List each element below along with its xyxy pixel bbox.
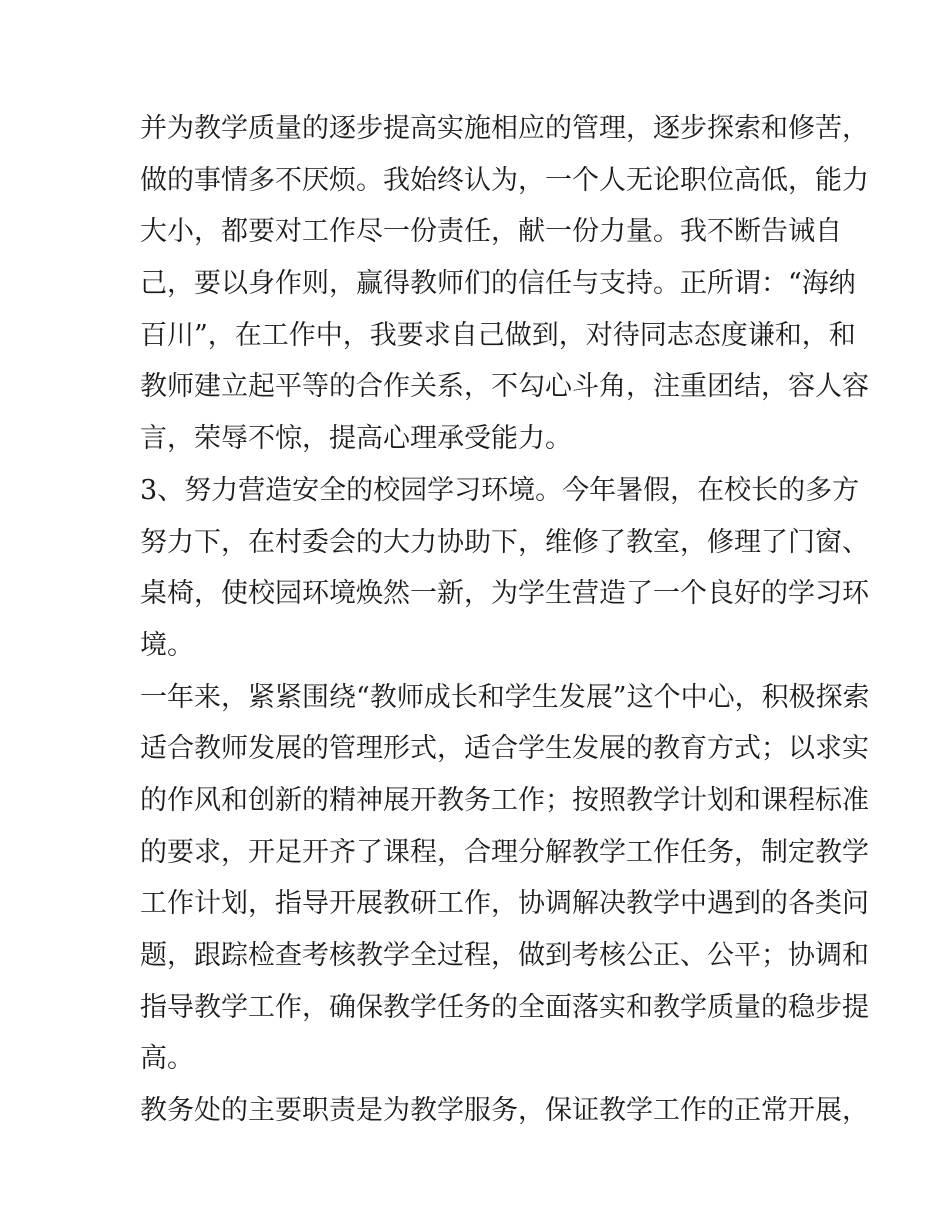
text-line: 努力下，在村委会的大力协助下，维修了教室，修理了门窗、: [140, 526, 869, 558]
text-line: 的要求，开足开齐了课程，合理分解教学工作任务，制定教学: [140, 836, 869, 868]
document-body: [140, 103, 870, 1137]
text-line: 教师建立起平等的合作关系，不勾心斗角，注重团结，容人容: [140, 371, 869, 403]
text-line: 并为教学质量的逐步提高实施相应的管理，逐步探索和修苦，: [140, 113, 869, 144]
text-line: 3、努力营造安全的校园学习环境。今年暑假，在校长的多方: [140, 474, 860, 506]
text-line: 桌椅，使校园环境焕然一新，为学生营造了一个良好的学习环: [140, 578, 869, 610]
text-line: 百川”，在工作中，我要求自己做到，对待同志态度谦和，和: [140, 319, 856, 351]
text-line: 大小，都要对工作尽一份责任，献一份力量。我不断告诫自: [140, 216, 842, 248]
text-line: 做的事情多不厌烦。我始终认为，一个人无论职位高低，能力: [140, 164, 869, 196]
text-line: 一年来，紧紧围绕“教师成长和学生发展”这个中心，积极探索: [140, 681, 870, 713]
text-line: 己，要以身作则，赢得教师们的信任与支持。正所谓：“海纳: [140, 268, 856, 300]
text-line: 适合教师发展的管理形式，适合学生发展的教育方式；以求实: [140, 733, 869, 765]
text-line: 工作计划，指导开展教研工作，协调解决教学中遇到的各类问: [140, 888, 869, 920]
text-line: 高。: [140, 1043, 194, 1075]
text-line: 境。: [140, 629, 194, 661]
text-line: 指导教学工作，确保教学任务的全面落实和教学质量的稳步提: [140, 991, 869, 1023]
text-line: 言，荣辱不惊，提高心理承受能力。: [140, 423, 572, 455]
text-line: 教务处的主要职责是为教学服务，保证教学工作的正常开展，: [140, 1095, 869, 1127]
text-line: 的作风和创新的精神展开教务工作；按照教学计划和课程标准: [140, 784, 869, 816]
text-line: 题，跟踪检查考核教学全过程，做到考核公正、公平；协调和: [140, 940, 869, 971]
